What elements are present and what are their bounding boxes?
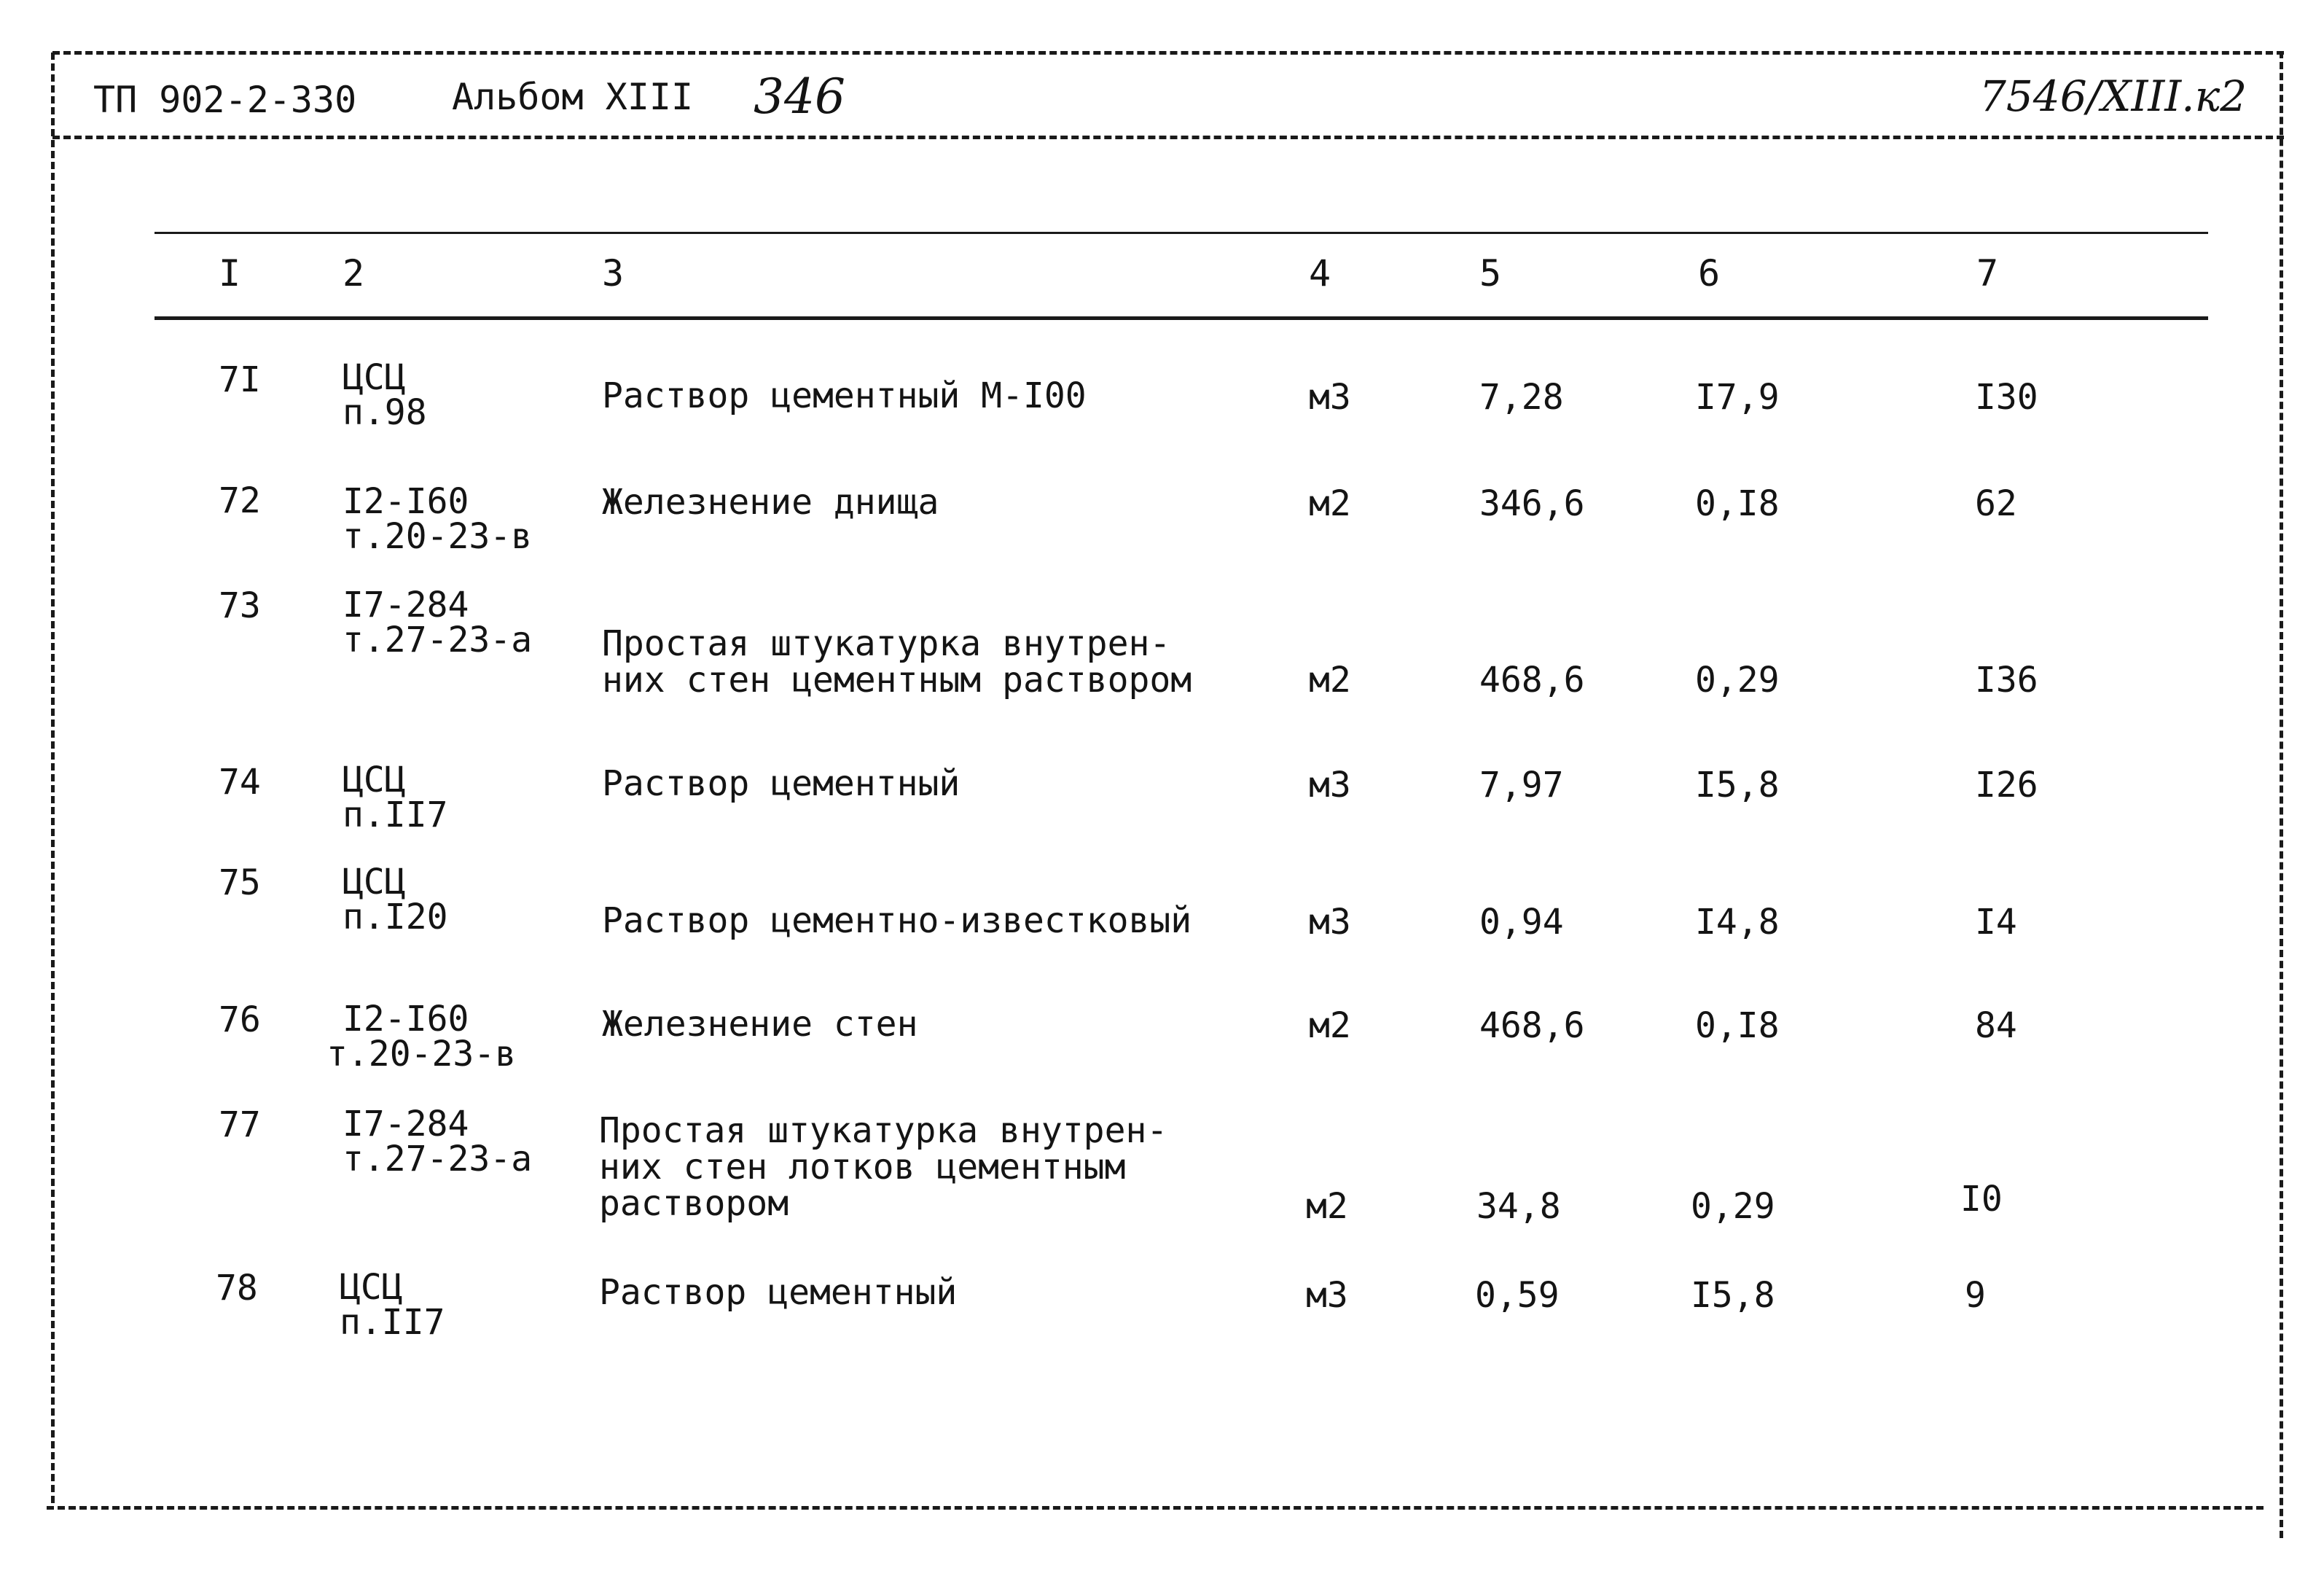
unit: м3: [1309, 902, 1351, 943]
quantity: 34,8: [1476, 1186, 1561, 1227]
unit-price: 0,29: [1695, 660, 1780, 701]
norm-code-line: I7-284: [343, 1104, 469, 1144]
frame-header-divider: [52, 136, 2284, 139]
frame-left-border: [51, 52, 55, 1503]
unit: м2: [1309, 660, 1351, 701]
norm-code: [343, 481, 533, 557]
work-description: [602, 765, 960, 802]
norm-code-line: т.27-23-а: [343, 620, 533, 660]
page-number: 346: [754, 69, 845, 125]
total-cost: 9: [1965, 1275, 1986, 1316]
quantity: 7,97: [1479, 765, 1564, 805]
row-number: 72: [219, 480, 261, 521]
unit: м3: [1309, 765, 1351, 805]
row-number: 7I: [219, 359, 261, 400]
norm-code: [343, 585, 533, 660]
frame-bottom-border: [47, 1506, 2264, 1510]
total-cost: I0: [1960, 1179, 2003, 1220]
norm-code-line: ЦСЦ: [340, 1267, 403, 1308]
work-description: [602, 1004, 918, 1045]
column-number: 7: [1976, 252, 1999, 294]
norm-code: [326, 999, 517, 1074]
description-line: Простая штукатурка внутрен-: [599, 1110, 1168, 1151]
work-description: [602, 902, 1192, 939]
quantity: 0,94: [1479, 902, 1564, 943]
work-description: [602, 623, 1192, 701]
work-description: [599, 1274, 957, 1311]
norm-code-line: I7-284: [343, 585, 469, 625]
unit: м2: [1309, 483, 1351, 524]
column-number: I: [219, 252, 241, 294]
norm-code: [343, 357, 427, 433]
unit-price: I5,8: [1695, 765, 1780, 805]
description-line: Железнение днища: [602, 482, 939, 523]
norm-code-line: п.I20: [343, 897, 448, 937]
quantity: 346,6: [1479, 483, 1585, 524]
unit-price: I4,8: [1695, 902, 1780, 943]
column-number: 6: [1698, 252, 1721, 294]
description-line: Раствор цементно-известковый: [602, 900, 1192, 941]
column-number: 5: [1479, 252, 1502, 294]
unit-price: 0,I8: [1695, 1005, 1780, 1046]
project-code: ТП 902-2-330: [93, 79, 357, 121]
norm-code-line: т.20-23-в: [326, 1034, 517, 1074]
row-number: 75: [219, 862, 261, 903]
quantity: 0,59: [1475, 1275, 1560, 1316]
norm-code-line: п.98: [343, 392, 427, 433]
total-cost: I30: [1975, 377, 2038, 418]
norm-code: [343, 760, 448, 835]
description-line: них стен цементным раствором: [602, 660, 1192, 701]
description-line: раствором: [599, 1183, 789, 1224]
norm-code-line: I2-I60: [343, 481, 469, 522]
unit: м3: [1306, 1275, 1348, 1316]
norm-code-line: т.27-23-а: [343, 1139, 533, 1179]
norm-code-line: ЦСЦ: [343, 760, 406, 800]
frame-right-border: [2280, 51, 2283, 1538]
unit-price: I5,8: [1691, 1275, 1775, 1316]
total-cost: I26: [1975, 765, 2038, 805]
norm-code: [340, 1267, 445, 1343]
norm-code: [343, 1104, 533, 1179]
norm-code-line: I2-I60: [343, 999, 469, 1039]
total-cost: 84: [1975, 1005, 2017, 1046]
total-cost: I36: [1975, 660, 2038, 701]
work-description: [602, 375, 1087, 416]
description-line: Раствор цементный М-I00: [602, 375, 1087, 416]
norm-code-line: ЦСЦ: [343, 862, 406, 902]
unit: м3: [1309, 377, 1351, 418]
column-number: 3: [602, 252, 625, 294]
row-number: 73: [219, 585, 261, 626]
description-line: них стен лотков цементным: [599, 1147, 1126, 1187]
unit: м2: [1309, 1005, 1351, 1046]
norm-code-line: п.II7: [340, 1302, 445, 1343]
row-number: 77: [219, 1104, 261, 1145]
row-number: 76: [219, 999, 261, 1040]
row-number: 78: [216, 1268, 258, 1308]
row-number: 74: [219, 762, 261, 803]
table-header-rule: [154, 316, 2208, 320]
quantity: 468,6: [1479, 1005, 1585, 1046]
unit-price: I7,9: [1695, 377, 1780, 418]
norm-code-line: т.20-23-в: [343, 516, 533, 557]
frame-top-border: [52, 51, 2284, 55]
total-cost: 62: [1975, 483, 2017, 524]
column-number: 4: [1309, 252, 1331, 294]
unit-price: 0,I8: [1695, 483, 1780, 524]
column-number: 2: [343, 252, 365, 294]
album-label: Альбом XIII: [452, 76, 694, 118]
unit: м2: [1306, 1186, 1348, 1227]
total-cost: I4: [1975, 902, 2017, 943]
table-top-rule: [154, 232, 2208, 234]
sheet-reference: 7546/XIII.к2: [1979, 71, 2247, 121]
quantity: 7,28: [1479, 377, 1564, 418]
unit-price: 0,29: [1691, 1186, 1775, 1227]
norm-code-line: п.II7: [343, 795, 448, 835]
work-description: [602, 482, 939, 523]
description-line: Раствор цементный: [599, 1272, 958, 1313]
quantity: 468,6: [1479, 660, 1585, 701]
description-line: Раствор цементный: [602, 763, 960, 804]
norm-code-line: ЦСЦ: [343, 357, 406, 398]
norm-code: [343, 862, 448, 937]
description-line: Простая штукатурка внутрен-: [602, 623, 1171, 664]
description-line: Железнение стен: [602, 1004, 918, 1045]
work-description: [599, 1112, 1167, 1222]
